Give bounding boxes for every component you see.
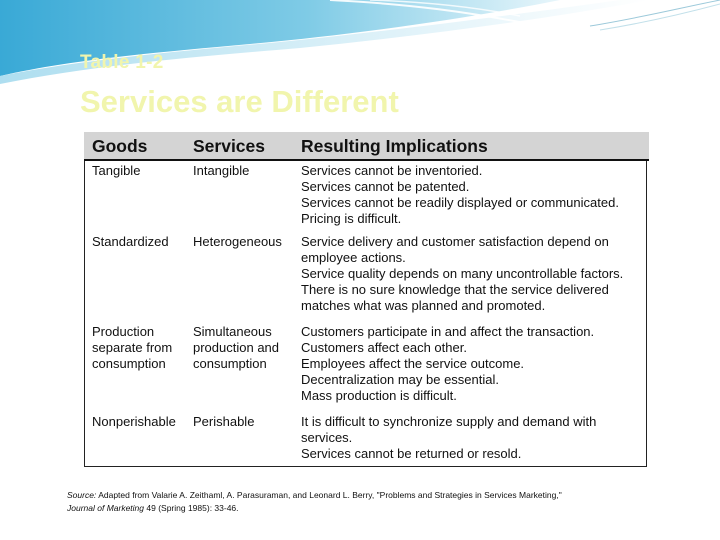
table-row-services (193, 324, 279, 372)
cell-line: matches what was planned and promoted. (301, 298, 546, 313)
cell-line: Mass production is difficult. (301, 388, 457, 403)
cell-line: Services cannot be readily displayed or communicated. (301, 195, 619, 210)
slide-subtitle: Table 1-2 (80, 52, 164, 73)
table-row-services (193, 234, 282, 250)
cell-line: employee actions. (301, 250, 406, 265)
header-wave-decoration (0, 0, 720, 90)
header-goods: Goods (92, 136, 148, 156)
cell-line: Decentralization may be essential. (301, 372, 499, 387)
source-journal: Journal of Marketing (67, 503, 145, 513)
cell-line: Service delivery and customer satisfaction depend on (301, 234, 609, 249)
source-line2: 49 (Spring 1985): 33-46. (144, 503, 239, 513)
cell-line: Customers affect each other. (301, 340, 467, 355)
cell-line: Services cannot be inventoried. (301, 163, 483, 178)
cell-line: Nonperishable (92, 414, 176, 429)
cell-line: Heterogeneous (193, 234, 282, 249)
cell-line: Customers participate in and affect the transaction. (301, 324, 595, 339)
table-row-implications (301, 414, 596, 462)
table-row-services (193, 414, 254, 430)
table-row-goods (92, 324, 172, 372)
cell-line: There is no sure knowledge that the service delivered (301, 282, 609, 297)
table-row-implications (301, 234, 623, 314)
header-services: Services (193, 136, 266, 156)
cell-line: Services cannot be returned or resold. (301, 446, 522, 461)
table-row-services (193, 163, 249, 179)
cell-line: consumption (92, 356, 166, 371)
table-row-implications (301, 163, 619, 227)
table-header (84, 132, 649, 161)
cell-line: Services cannot be patented. (301, 179, 470, 194)
source-line1: Adapted from Valarie A. Zeithaml, A. Parasuraman, and Leonard L. Berry, "Problems and Strategies in Services Marketing," (96, 490, 562, 500)
source-citation (67, 489, 667, 515)
cell-line: Intangible (193, 163, 250, 178)
slide-title: Services are Different (80, 84, 399, 119)
cell-line: Production (92, 324, 155, 339)
services-comparison-table (84, 132, 647, 467)
table-row-implications (301, 324, 594, 404)
cell-line: services. (301, 430, 353, 445)
table-row-goods (92, 414, 176, 430)
cell-line: consumption (193, 356, 267, 371)
cell-line: It is difficult to synchronize supply and demand with (301, 414, 597, 429)
header-implications: Resulting Implications (301, 136, 488, 156)
cell-line: Tangible (92, 163, 141, 178)
cell-line: Service quality depends on many uncontrollable factors. (301, 266, 624, 281)
table-row-goods (92, 163, 140, 179)
source-label: Source: (67, 490, 97, 500)
cell-line: Pricing is difficult. (301, 211, 402, 226)
cell-line: production and (193, 340, 280, 355)
cell-line: Employees affect the service outcome. (301, 356, 525, 371)
cell-line: Standardized (92, 234, 169, 249)
cell-line: Simultaneous (193, 324, 272, 339)
cell-line: separate from (92, 340, 173, 355)
cell-line: Perishable (193, 414, 255, 429)
table-row-goods (92, 234, 169, 250)
